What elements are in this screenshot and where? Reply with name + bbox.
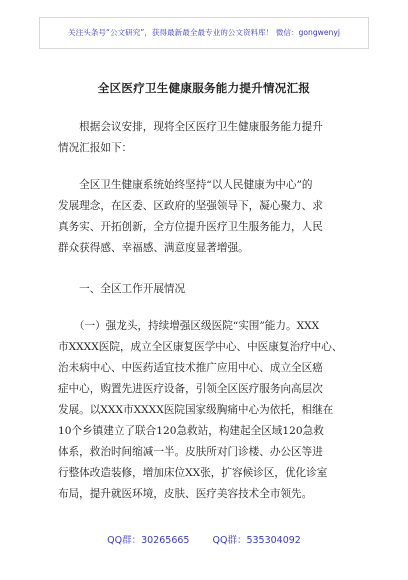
promo-banner: 关注头条号“公文研究”，获得最新最全最专业的公文资料库！ 微信：gongwenyj (39, 17, 369, 49)
paragraph-line: （一）强龙头，持续增强区级医院“实围”能力。XXX (58, 320, 320, 332)
document-title: 全区医疗卫生健康服务能力提升情况汇报 (97, 81, 311, 95)
paragraph-line: 体系，救治时间缩减一半。皮肤所对门诊楼、办公区等进 (58, 446, 323, 458)
paragraph-line: 全区卫生健康系统始终坚持“以人民健康为中心”的 (58, 179, 313, 191)
overview-paragraph (58, 175, 348, 259)
section-paragraph (58, 316, 348, 505)
paragraph-line: 市XXXX医院，成立全区康复医学中心、中医康复治疗中心、 (58, 341, 343, 353)
paragraph-line: 行整体改造装修，增加床位XX张，扩容候诊区，优化诊室 (58, 467, 328, 479)
paragraph-line: 10个乡镇建立了联合120急救站，构建起全区域120急救 (58, 425, 324, 437)
intro-paragraph (58, 117, 348, 159)
paragraph-line: 发展理念，在区委、区政府的坚强领导下，凝心聚力、求 (58, 200, 323, 212)
footer-contacts (0, 532, 408, 546)
paragraph-line: 布局，提升就医环境，皮肤、医疗美容技术全市领先。 (58, 488, 313, 500)
section-heading (58, 279, 348, 300)
paragraph-line: 情况汇报如下： (58, 142, 133, 154)
paragraph-line: 根据会议安排，现将全区医疗卫生健康服务能力提升 (58, 121, 323, 133)
paragraph-line: 症中心，购置先进医疗设备，引领全区医疗服务向高层次 (58, 383, 323, 395)
paragraph-line: 群众获得感、幸福感、满意度显著增强。 (58, 242, 249, 254)
qq-group-2: QQ群：535304092 (212, 535, 301, 546)
paragraph-line: 发展。以XXX市XXXX医院国家级胸痛中心为依托，相继在 (58, 404, 334, 416)
paragraph-line: 治未病中心、中医药适宜技术推广应用中心、成立全区癌 (58, 362, 323, 374)
paragraph-line: 一、全区工作开展情况 (58, 283, 186, 295)
paragraph-line: 真务实、开拓创新，全方位提升医疗卫生服务能力，人民 (58, 221, 323, 233)
qq-group-1: QQ群：30265665 (107, 535, 190, 546)
